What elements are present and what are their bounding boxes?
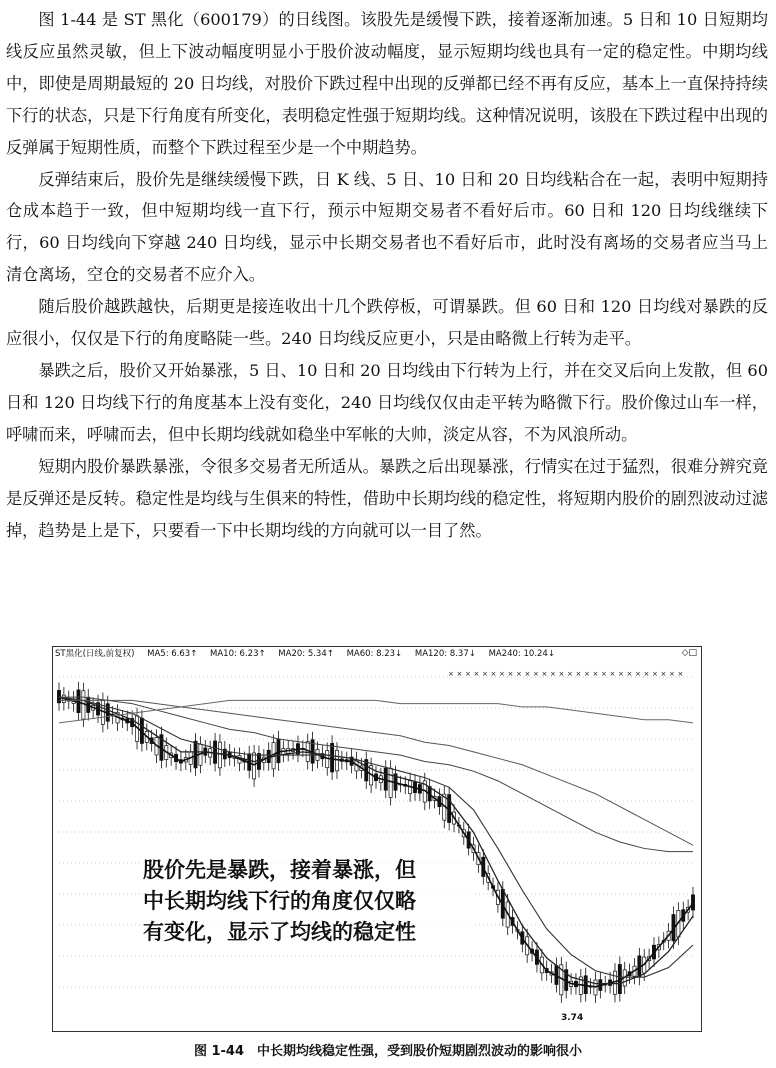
figure-caption: 图 1-44 中长期均线稳定性强，受到股价短期剧烈波动的影响很小 — [193, 1044, 583, 1059]
limit-down-mark: × — [533, 670, 539, 678]
body-text — [6, 4, 768, 546]
limit-down-mark: × — [609, 670, 616, 678]
annotation-line-2: 中长期均线下行的角度仅仅略 — [143, 889, 416, 913]
annotation-line-1: 股价先是暴跌，接着暴涨，但 — [143, 858, 416, 882]
candle-body — [213, 741, 216, 763]
ma60-label: MA60: 8.23↓ — [346, 649, 403, 659]
limit-down-mark: × — [660, 670, 667, 678]
limit-down-mark: × — [456, 670, 463, 678]
limit-down-mark: × — [558, 670, 565, 678]
limit-down-mark: × — [626, 670, 633, 678]
ma240-label: MA240: 10.24↓ — [488, 649, 555, 659]
limit-down-mark: × — [652, 670, 658, 678]
ma120-label: MA120: 8.37↓ — [414, 649, 476, 659]
limit-down-mark: × — [507, 670, 514, 678]
ma20-label: MA20: 5.34↑ — [278, 649, 334, 659]
annotation-line-3: 有变化，显示了均线的稳定性 — [143, 920, 416, 944]
limit-down-mark: × — [567, 670, 573, 678]
ma10-label: MA10: 6.23↑ — [210, 649, 266, 659]
limit-down-mark: × — [635, 670, 641, 678]
low-price-label: 3.74 — [561, 1013, 584, 1023]
candle-body — [331, 743, 334, 772]
limit-down-mark: × — [550, 670, 556, 678]
limit-down-mark: × — [465, 670, 471, 678]
limit-down-mark: × — [516, 670, 522, 678]
limit-down-mark: × — [448, 670, 454, 678]
candle-body — [57, 690, 60, 702]
chart-header — [55, 648, 699, 660]
ma5-label: MA5: 6.63↑ — [147, 649, 198, 659]
limit-down-mark: × — [575, 670, 582, 678]
limit-down-mark: × — [669, 670, 675, 678]
candle-body — [389, 768, 392, 797]
limit-down-mark: × — [643, 670, 650, 678]
paragraph-5: 短期内股价暴跌暴涨，令很多交易者无所适从。暴跌之后出现暴涨，行情实在过于猛烈，很难分辨究竟是反弹还是反转。稳定性是均线与生俱来的特性，借助中长期均线的稳定性，将短期内股价的剧烈波动过滤掉，趋势是上是下，只要看一下中长期均线的方向就可以一目了然。 — [6, 456, 768, 540]
limit-down-mark: × — [541, 670, 548, 678]
limit-down-mark: × — [592, 670, 599, 678]
paragraph-4: 暴跌之后，股价又开始暴涨，5 日、10 日和 20 日均线由下行转为上行，并在交叉后向上发散，但 60 日和 120 日均线下行的角度基本上没有变化，240 日均线仅仅由走平转为略微下行。股价像过山车一样，呼啸而来，呼啸而去，但中长期均线就如稳坐中军帐的大帅，淡定从容，不为风浪所动。 — [6, 360, 768, 444]
candle-body — [252, 753, 255, 779]
paragraph-2: 反弹结束后，股价先是继续缓慢下跌，日 K 线、5 日、10 日和 20 日均线粘合在一起，表明中短期持仓成本趋于一致，但中短期均线一直下行，预示中短期交易者不看好后市。60 日和 120 日均线继续下行，60 日均线向下穿越 240 日均线，显示中长期交易者也不看好后市，此时没有离场的交易者应当马上清仓离场，空仓的交易者不应介入。 — [6, 169, 768, 285]
limit-down-mark: × — [677, 670, 684, 678]
kline-chart — [52, 646, 702, 1032]
candle-body — [691, 895, 694, 910]
chart-title: ST黑化(日线,前复权) — [55, 649, 135, 659]
candle-body — [218, 742, 221, 768]
chart-canvas — [53, 647, 701, 1031]
candle-body — [277, 739, 280, 763]
paragraph-1: 图 1-44 是 ST 黑化（600179）的日线图。该股先是缓慢下跌，接着逐渐加速。5 日和 10 日短期均线反应虽然灵敏，但上下波动幅度明显小于股价波动幅度，显示短期均线也具有一定的稳定性。中期均线中，即使是周期最短的 20 日均线，对股价下跌过程中出现的反弹都已经不再有反应，基本上一直保持持续下行的状态，只是下行角度有所变化，表明稳定性强于短期均线。这种情况说明，该股在下跌过程中出现的反弹属于短期性质，而整个下跌过程至少是一个中期趋势。 — [6, 10, 768, 157]
limit-down-mark: × — [584, 670, 590, 678]
chart-annotation — [143, 855, 473, 948]
limit-down-mark: × — [482, 670, 488, 678]
chart-window-icon[interactable]: ◇□ — [681, 648, 697, 658]
paragraph-3: 随后股价越跌越快，后期更是接连收出十几个跌停板，可谓暴跌。但 60 日和 120 日均线对暴跌的反应很小，仅仅是下行的角度略陡一些。240 日均线反应更小，只是由略微上行转为走平。 — [6, 297, 768, 349]
limit-down-mark: × — [618, 670, 624, 678]
limit-down-mark: × — [473, 670, 480, 678]
limit-down-mark: × — [601, 670, 607, 678]
limit-down-mark: × — [524, 670, 531, 678]
limit-down-mark: × — [490, 670, 497, 678]
limit-down-mark: × — [499, 670, 505, 678]
